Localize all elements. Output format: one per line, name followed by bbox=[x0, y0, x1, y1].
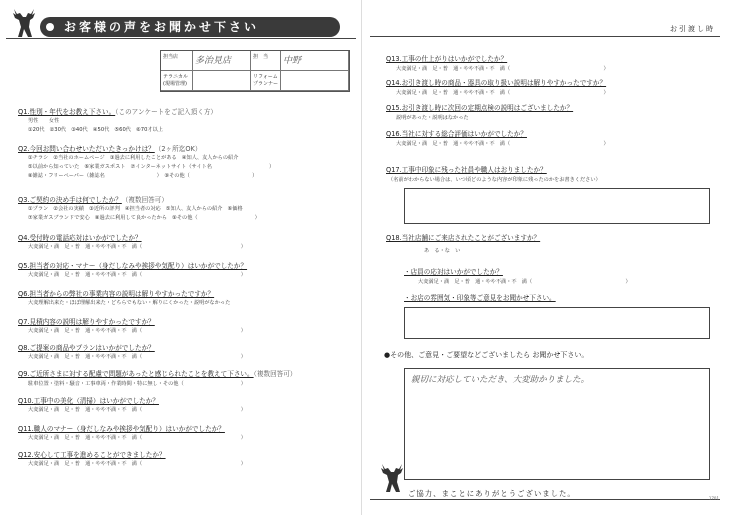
q7-options[interactable]: 大変満足・満 足・普 通・やや不満・不 満（ ） bbox=[28, 328, 246, 334]
question-q3: Q3.ご契約の決め手は何でしたか？（複数回答可） bbox=[18, 196, 168, 204]
q15-options[interactable]: 説明があった・説明はなかった bbox=[396, 115, 469, 121]
store-label: 担当店 bbox=[161, 51, 193, 71]
q1-option-line-2[interactable]: ①20代 ②30代 ③40代 ④50代 ⑤60代 ⑥70才以上 bbox=[28, 127, 163, 133]
q6-options[interactable]: 大変理解出来た・ほぼ理解出来た・どちらでもない・解りにくかった・説明がなかった bbox=[28, 300, 231, 306]
question-store-response: ・店員の応対はいかがでしたか？ bbox=[404, 268, 503, 276]
page-divider bbox=[361, 0, 362, 515]
question-q17: Q17.工事中印象に残った社員や職人はおりましたか？ bbox=[386, 166, 547, 174]
reform-label: リフォームプランナー bbox=[251, 71, 281, 91]
tel-label: テラニカル(現場管理) bbox=[161, 71, 193, 91]
question-q9: Q9.ご近所さまに対する配慮で問題があったと感じられたことを教えて下さい。（複数回答可） bbox=[18, 370, 297, 378]
q13-options[interactable]: 大変満足・満 足・普 通・やや不満・不 満（ ） bbox=[396, 66, 609, 72]
q11-options[interactable]: 大変満足・満 足・普 通・やや不満・不 満（ ） bbox=[28, 435, 246, 441]
header-rule bbox=[6, 38, 356, 39]
q1-option-line-1[interactable]: 男性 女性 bbox=[28, 118, 60, 124]
question-q14: Q14.お引き渡し時の商品・器具の取り扱い説明は解りやすかったですか？ bbox=[386, 79, 607, 87]
left-page bbox=[0, 0, 360, 515]
right-header-rule bbox=[370, 36, 720, 37]
right-page bbox=[364, 0, 729, 515]
question-store-impression: ・お店の雰囲気・印象等ご意見をお聞かせ下さい。 bbox=[404, 294, 556, 302]
question-q16: Q16.当社に対する総合評価はいかがでしたか？ bbox=[386, 130, 527, 138]
left-header bbox=[6, 7, 358, 37]
q2-option-line-1[interactable]: ①チラシ ②当社のホームページ ③過去に利用したことがある ④知人、友人からの紹介 bbox=[28, 155, 239, 161]
footer-rule bbox=[370, 499, 720, 500]
form-title-text: お客様の声をお聞かせ下さい bbox=[64, 20, 260, 34]
staff-label: 担 当 bbox=[251, 51, 281, 71]
q3-option-line-1[interactable]: ①プラン ②会社の実績 ③近所の評判 ④担当者の対応 ⑤知人、友人からの紹介 ⑥価格 bbox=[28, 206, 243, 212]
q16-options[interactable]: 大変満足・満 足・普 通・やや不満・不 満（ ） bbox=[396, 141, 609, 147]
deer-footer-icon bbox=[374, 462, 408, 494]
question-q18: Q18.当社店舗にご来店されたことがございますか？ bbox=[386, 234, 541, 242]
question-q8: Q8.ご提案の商品やプランはいかがでしたか？ bbox=[18, 344, 155, 352]
question-q5: Q5.担当者の対応・マナー（身だしなみや挨拶や気配り）はいかがでしたか？ bbox=[18, 262, 248, 270]
question-q12: Q12.安心して工事を進めることができましたか？ bbox=[18, 451, 166, 459]
q14-options[interactable]: 大変満足・満 足・普 通・やや不満・不 満（ ） bbox=[396, 90, 609, 96]
other-comments-box[interactable] bbox=[404, 368, 710, 480]
tel-value bbox=[193, 71, 251, 91]
handwritten-comment: 親切に対応していただき、大変助かりました。 bbox=[411, 375, 590, 385]
q17-note: （名前がわからない場合は、いつ頃どのような内容が印象に残ったのかをお書きください） bbox=[388, 177, 601, 183]
question-q7: Q7.見積内容の説明は解りやすかったですか？ bbox=[18, 318, 155, 326]
reform-value bbox=[281, 71, 349, 91]
q17-answer-box[interactable] bbox=[404, 188, 710, 224]
other-comments-prompt: ●その他、ご意見・ご要望などございましたら お聞かせ下さい。 bbox=[384, 351, 589, 359]
store-impression-box[interactable] bbox=[404, 307, 710, 339]
q2-option-line-2[interactable]: ⑤以前から知っていた ⑥家業ガスポスト ⑦インターネットサイト（サイト名 ） bbox=[28, 164, 275, 170]
deer-logo-icon bbox=[6, 7, 40, 39]
q18-options[interactable]: あ る・な い bbox=[424, 248, 461, 254]
q2-option-line-3[interactable]: ⑧雑誌・フリーペーパー（雑誌名 ） ⑨その他（ ） bbox=[28, 173, 258, 179]
q4-options[interactable]: 大変満足・満 足・普 通・やや不満・不 満（ ） bbox=[28, 244, 246, 250]
question-q1: Q1.性別・年代をお教え下さい。（このアンケートをご記入頂く方） bbox=[18, 108, 218, 116]
question-q11: Q11.職人のマナー（身だしなみや挨拶や気配り）はいかがでしたか？ bbox=[18, 425, 225, 433]
q8-options[interactable]: 大変満足・満 足・普 通・やや不満・不 満（ ） bbox=[28, 354, 246, 360]
q3-option-line-2[interactable]: ⑦家業ガスブランドで安心 ⑧過去に利用して良かったから ⑨その他（ ） bbox=[28, 215, 260, 221]
q5-options[interactable]: 大変満足・満 足・普 通・やや不満・不 満（ ） bbox=[28, 272, 246, 278]
question-q13: Q13.工事の仕上がりはいかがでしたか？ bbox=[386, 55, 508, 63]
q12-options[interactable]: 大変満足・満 足・普 通・やや不満・不 満（ ） bbox=[28, 461, 246, 467]
q10-options[interactable]: 大変満足・満 足・普 通・やや不満・不 満（ ） bbox=[28, 407, 246, 413]
question-q15: Q15.お引き渡し時に次回の定期点検の説明はございましたか？ bbox=[386, 104, 574, 112]
q9-options[interactable]: 駐車位置・塗料・騒音・工事車両・作業時間・特に無し・その他（ ） bbox=[28, 381, 246, 387]
question-q4: Q4.受付時の電話応対はいかがでしたか？ bbox=[18, 234, 142, 242]
staff-value: 中野 bbox=[281, 51, 349, 71]
form-code: 1701 bbox=[708, 496, 719, 501]
handover-label: お引渡し時 bbox=[670, 25, 715, 33]
question-q2: Q2.今回お問い合わせいただいたきっかけは？（2ヶ所迄OK） bbox=[18, 145, 202, 153]
staff-info-table bbox=[160, 50, 350, 92]
thank-you-footer: ご協力、まことにありがとうございました。 bbox=[408, 489, 576, 498]
store-value: 多治見店 bbox=[193, 51, 251, 71]
question-q10: Q10.工事中の美化（清掃）はいかがでしたか？ bbox=[18, 397, 159, 405]
store-response-options[interactable]: 大変満足・満 足・普 通・やや不満・不 満（ ） bbox=[418, 279, 631, 285]
form-title bbox=[40, 17, 340, 37]
question-q6: Q6.担当者からの弊社の事業内容の説明は解りやすかったですか？ bbox=[18, 290, 215, 298]
